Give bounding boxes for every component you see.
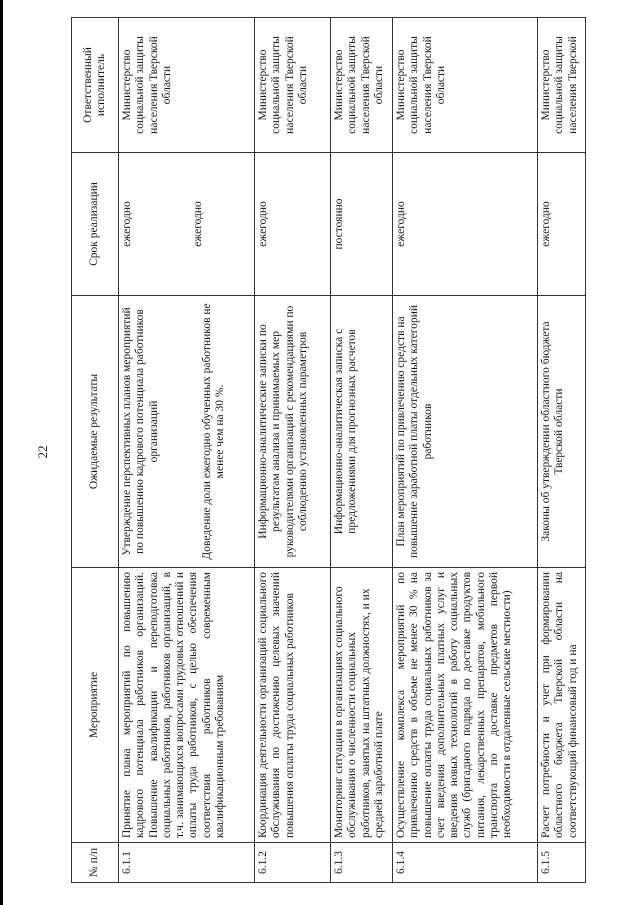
table-row — [255, 18, 331, 883]
measure-cell: Расчет потребности и учет при формировании областного бюджета Тверской области на соответствующий финансовый год и на — [538, 568, 586, 843]
result-text: Доведение доли ежегодно обученных работников не менее чем на 30 %. — [200, 303, 227, 560]
row-number: 6.1.5 — [538, 843, 586, 883]
scan-edge-line — [0, 0, 3, 905]
executor-cell: Министерство социальной защиты населения Тверской области — [331, 18, 393, 153]
executor-cell: Министерство социальной защиты населения Тверской — [538, 18, 586, 153]
term-cell — [119, 153, 255, 296]
table-row — [393, 18, 538, 883]
row-number: 6.1.2 — [255, 843, 331, 883]
executor-cell: Министерство социальной защиты населения Тверской области — [393, 18, 538, 153]
measure-cell: Осуществление комплекса мероприятий по привлечению средств в объеме не менее 30 % на повышение оплаты труда социальных работников за счет введения дополнительных платных услуг и введения новых технологий в работу социальных служб (бригадного подряда по доставке продуктов питания, лекарственных препаратов, мобильного транспорта по доставке предметов первой необходимости в отдаленные сельские местности) — [393, 568, 538, 843]
result-cell: Информационно-аналитическая записка с предложениями для прогнозных расчетов — [331, 296, 393, 568]
measure-cell: Мониторинг ситуации в организациях социального обслуживания о численности социальных работников, занятых на штатных должностях, и их средней заработной плате — [331, 568, 393, 843]
result-cell: Законы об утверждении областного бюджета Тверской области — [538, 296, 586, 568]
executor-cell: Министерство социальной защиты населения Тверской области — [119, 18, 255, 153]
term-cell: ежегодно — [538, 153, 586, 296]
header-measure: Мероприятие — [72, 568, 119, 843]
row-number: 6.1.3 — [331, 843, 393, 883]
executor-cell: Министерство социальной защиты населения Тверской области — [255, 18, 331, 153]
header-term: Срок реализации — [72, 153, 119, 296]
term-text: ежегодно — [121, 201, 133, 247]
rotated-page — [71, 18, 631, 883]
result-cell: Информационно-аналитические записки по результатам анализа и принимаемых мер руководителями организаций с рекомендациями по соблюдению установленных параметров — [255, 296, 331, 568]
result-cell — [119, 296, 255, 568]
result-cell: План мероприятий по привлечению средств на повышение заработной платы отдельных категорий работников — [393, 296, 538, 568]
header-results: Ожидаемые результаты — [72, 296, 119, 568]
result-text: Утверждение перспективных планов мероприятий по повышению кадрового потенциала работников организаций — [121, 307, 160, 556]
header-num: № п/п — [72, 843, 119, 883]
measures-table — [71, 17, 586, 883]
page-number: 22 — [35, 445, 50, 459]
row-number: 6.1.1 — [119, 843, 255, 883]
header-executor: Ответственный исполнитель — [72, 18, 119, 153]
table-row — [331, 18, 393, 883]
row-number: 6.1.4 — [393, 843, 538, 883]
term-cell: постоянно — [331, 153, 393, 296]
table-row — [119, 18, 255, 883]
term-cell: ежегодно — [393, 153, 538, 296]
term-cell: ежегодно — [255, 153, 331, 296]
measure-cell: Координация деятельности организаций социального обслуживания по достижению целевых значений повышения оплаты труда социальных работников — [255, 568, 331, 843]
table-row — [538, 18, 586, 883]
measure-cell: Принятие плана мероприятий по повышению кадрового потенциала работников организаций. Повышение квалификации и переподготовка социальных работников, работников организаций, в т.ч. занимающихся вопросами трудовых отношений и оплаты труда работников, с целью обеспечения соответствия работников современным квалификационным требованиям — [119, 568, 255, 843]
term-text: ежегодно — [192, 201, 205, 247]
table-header-row — [72, 18, 119, 883]
